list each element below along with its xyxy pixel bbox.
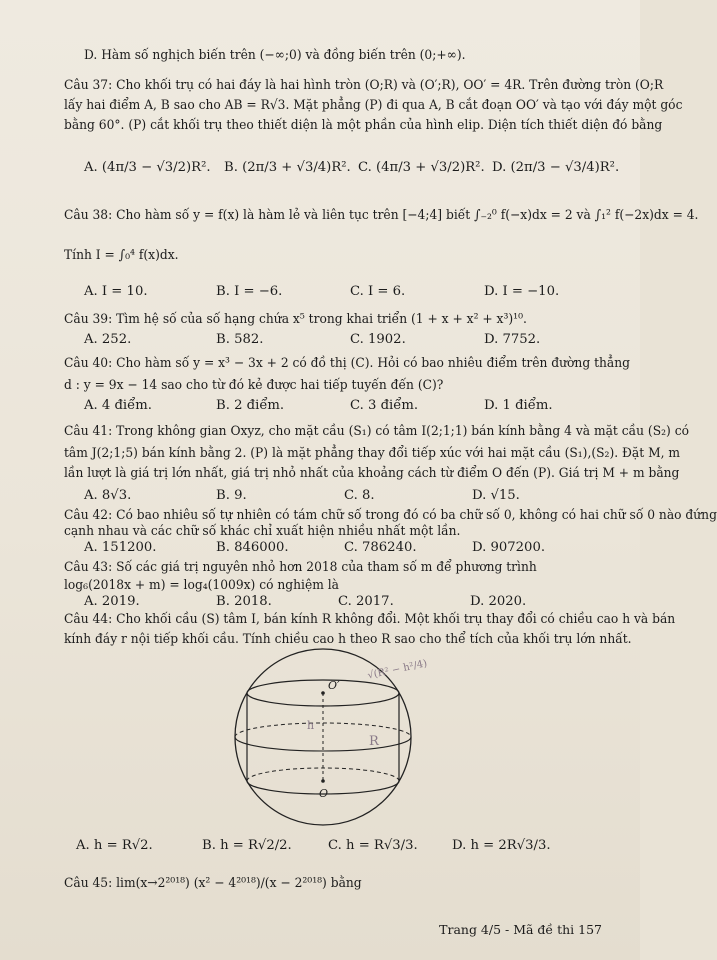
q43-stem-line1: Câu 43: Số các giá trị nguyên nhỏ hơn 2018 của tham số m để phương trình [64,560,537,575]
q45-stem: Câu 45: lim(x→2²⁰¹⁸) (x² − 4²⁰¹⁸)/(x − 2²⁰¹⁸) bằng [64,876,362,891]
q37-choice-a: A. (4π/3 − √3/2)R². [84,160,211,175]
sphere-cylinder-diagram [225,645,435,825]
q38-choice-b: B. I = −6. [216,284,283,299]
q43-choice-b: B. 2018. [216,594,272,609]
q42-choice-a: A. 151200. [84,540,157,555]
q42-stem-line2: cạnh nhau và các chữ số khác chỉ xuất hiện nhiều nhất một lần. [64,524,461,539]
q44-choice-d: D. h = 2R√3/3. [452,838,551,853]
q38-choice-d: D. I = −10. [484,284,560,299]
q38-choice-c: C. I = 6. [350,284,406,299]
q40-stem-line2: d : y = 9x − 14 sao cho từ đó kẻ được hai tiếp tuyến đến (C)? [64,378,444,393]
q38-stem-line2: Tính I = ∫₀⁴ f(x)dx. [64,248,179,263]
center-top-point [321,691,325,695]
q40-choice-d: D. 1 điểm. [484,398,553,413]
q41-choice-a: A. 8√3. [84,488,132,503]
label-h: h [307,719,315,732]
q40-choice-a: A. 4 điểm. [84,398,152,413]
center-bottom-point [321,779,325,783]
q39-choice-d: D. 7752. [484,332,541,347]
q38-stem-line1: Câu 38: Cho hàm số y = f(x) là hàm lẻ và liên tục trên [−4;4] biết ∫₋₂⁰ f(−x)dx = 2 và ∫₁² f(−2x)dx = 4. [64,208,699,223]
q37-stem-line1: Câu 37: Cho khối trụ có hai đáy là hai hình tròn (O;R) và (O′;R), OO′ = 4R. Trên đường tròn (O;R [64,78,664,93]
q44-stem-line2: kính đáy r nội tiếp khối cầu. Tính chiều cao h theo R sao cho thể tích của khối trụ lớn nhất. [64,632,632,647]
q40-choice-b: B. 2 điểm. [216,398,285,413]
q44-choice-b: B. h = R√2/2. [202,838,292,853]
q37-choice-c: C. (4π/3 + √3/2)R². [358,160,485,175]
q42-choice-c: C. 786240. [344,540,417,555]
q37-stem-line3: bằng 60°. (P) cắt khối trụ theo thiết diện là một phần của hình elip. Diện tích thiết diện đó bằng [64,118,663,133]
q44-choice-a: A. h = R√2. [76,838,153,853]
q37-choice-b: B. (2π/3 + √3/4)R². [224,160,351,175]
label-o-prime: O′ [328,679,340,692]
q41-stem-line3: lần lượt là giá trị lớn nhất, giá trị nhỏ nhất của khoảng cách từ điểm O đến (P). Giá trị M + m bằng [64,466,680,481]
q43-stem-line2: log₆(2018x + m) = log₄(1009x) có nghiệm là [64,578,339,593]
q40-stem-line1: Câu 40: Cho hàm số y = x³ − 3x + 2 có đồ thị (C). Hỏi có bao nhiêu điểm trên đường thẳng [64,356,630,371]
page-footer: Trang 4/5 - Mã đề thi 157 [439,922,602,937]
q43-choice-a: A. 2019. [84,594,140,609]
q44-choice-c: C. h = R√3/3. [328,838,418,853]
q41-stem-line2: tâm J(2;1;5) bán kính bằng 2. (P) là mặt phẳng thay đổi tiếp xúc với hai mặt cầu (S₁),(S₂). Đặt M, m [64,446,681,461]
q40-choice-c: C. 3 điểm. [350,398,419,413]
label-r: R [369,734,379,749]
q42-choice-d: D. 907200. [472,540,546,555]
q41-choice-c: C. 8. [344,488,375,503]
q42-choice-b: B. 846000. [216,540,289,555]
q36-option-d: D. Hàm số nghịch biến trên (−∞;0) và đồng biến trên (0;+∞). [84,48,466,63]
q41-choice-d: D. √15. [472,488,520,503]
q41-stem-line1: Câu 41: Trong không gian Oxyz, cho mặt cầu (S₁) có tâm I(2;1;1) bán kính bằng 4 và mặt cầu (S₂) có [64,424,689,439]
q42-stem-line1: Câu 42: Có bao nhiêu số tự nhiên có tám chữ số trong đó có ba chữ số 0, không có hai chữ số 0 nào đứng [64,508,717,523]
q37-stem-line2: lấy hai điểm A, B sao cho AB = R√3. Mặt phẳng (P) đi qua A, B cắt đoạn OO′ và tạo với đáy một góc [64,98,683,113]
q44-stem-line1: Câu 44: Cho khối cầu (S) tâm I, bán kính R không đổi. Một khối trụ thay đổi có chiều cao h và bán [64,612,676,627]
label-o: O [319,787,329,800]
handwritten-note: √(R² − h²/4) [366,658,429,682]
q43-choice-d: D. 2020. [470,594,527,609]
q39-choice-a: A. 252. [84,332,132,347]
q39-stem: Câu 39: Tìm hệ số của số hạng chứa x⁵ trong khai triển (1 + x + x² + x³)¹⁰. [64,312,527,327]
q37-choice-d: D. (2π/3 − √3/4)R². [492,160,620,175]
q39-choice-b: B. 582. [216,332,264,347]
q39-choice-c: C. 1902. [350,332,406,347]
q43-choice-c: C. 2017. [338,594,394,609]
q38-choice-a: A. I = 10. [84,284,148,299]
q41-choice-b: B. 9. [216,488,247,503]
